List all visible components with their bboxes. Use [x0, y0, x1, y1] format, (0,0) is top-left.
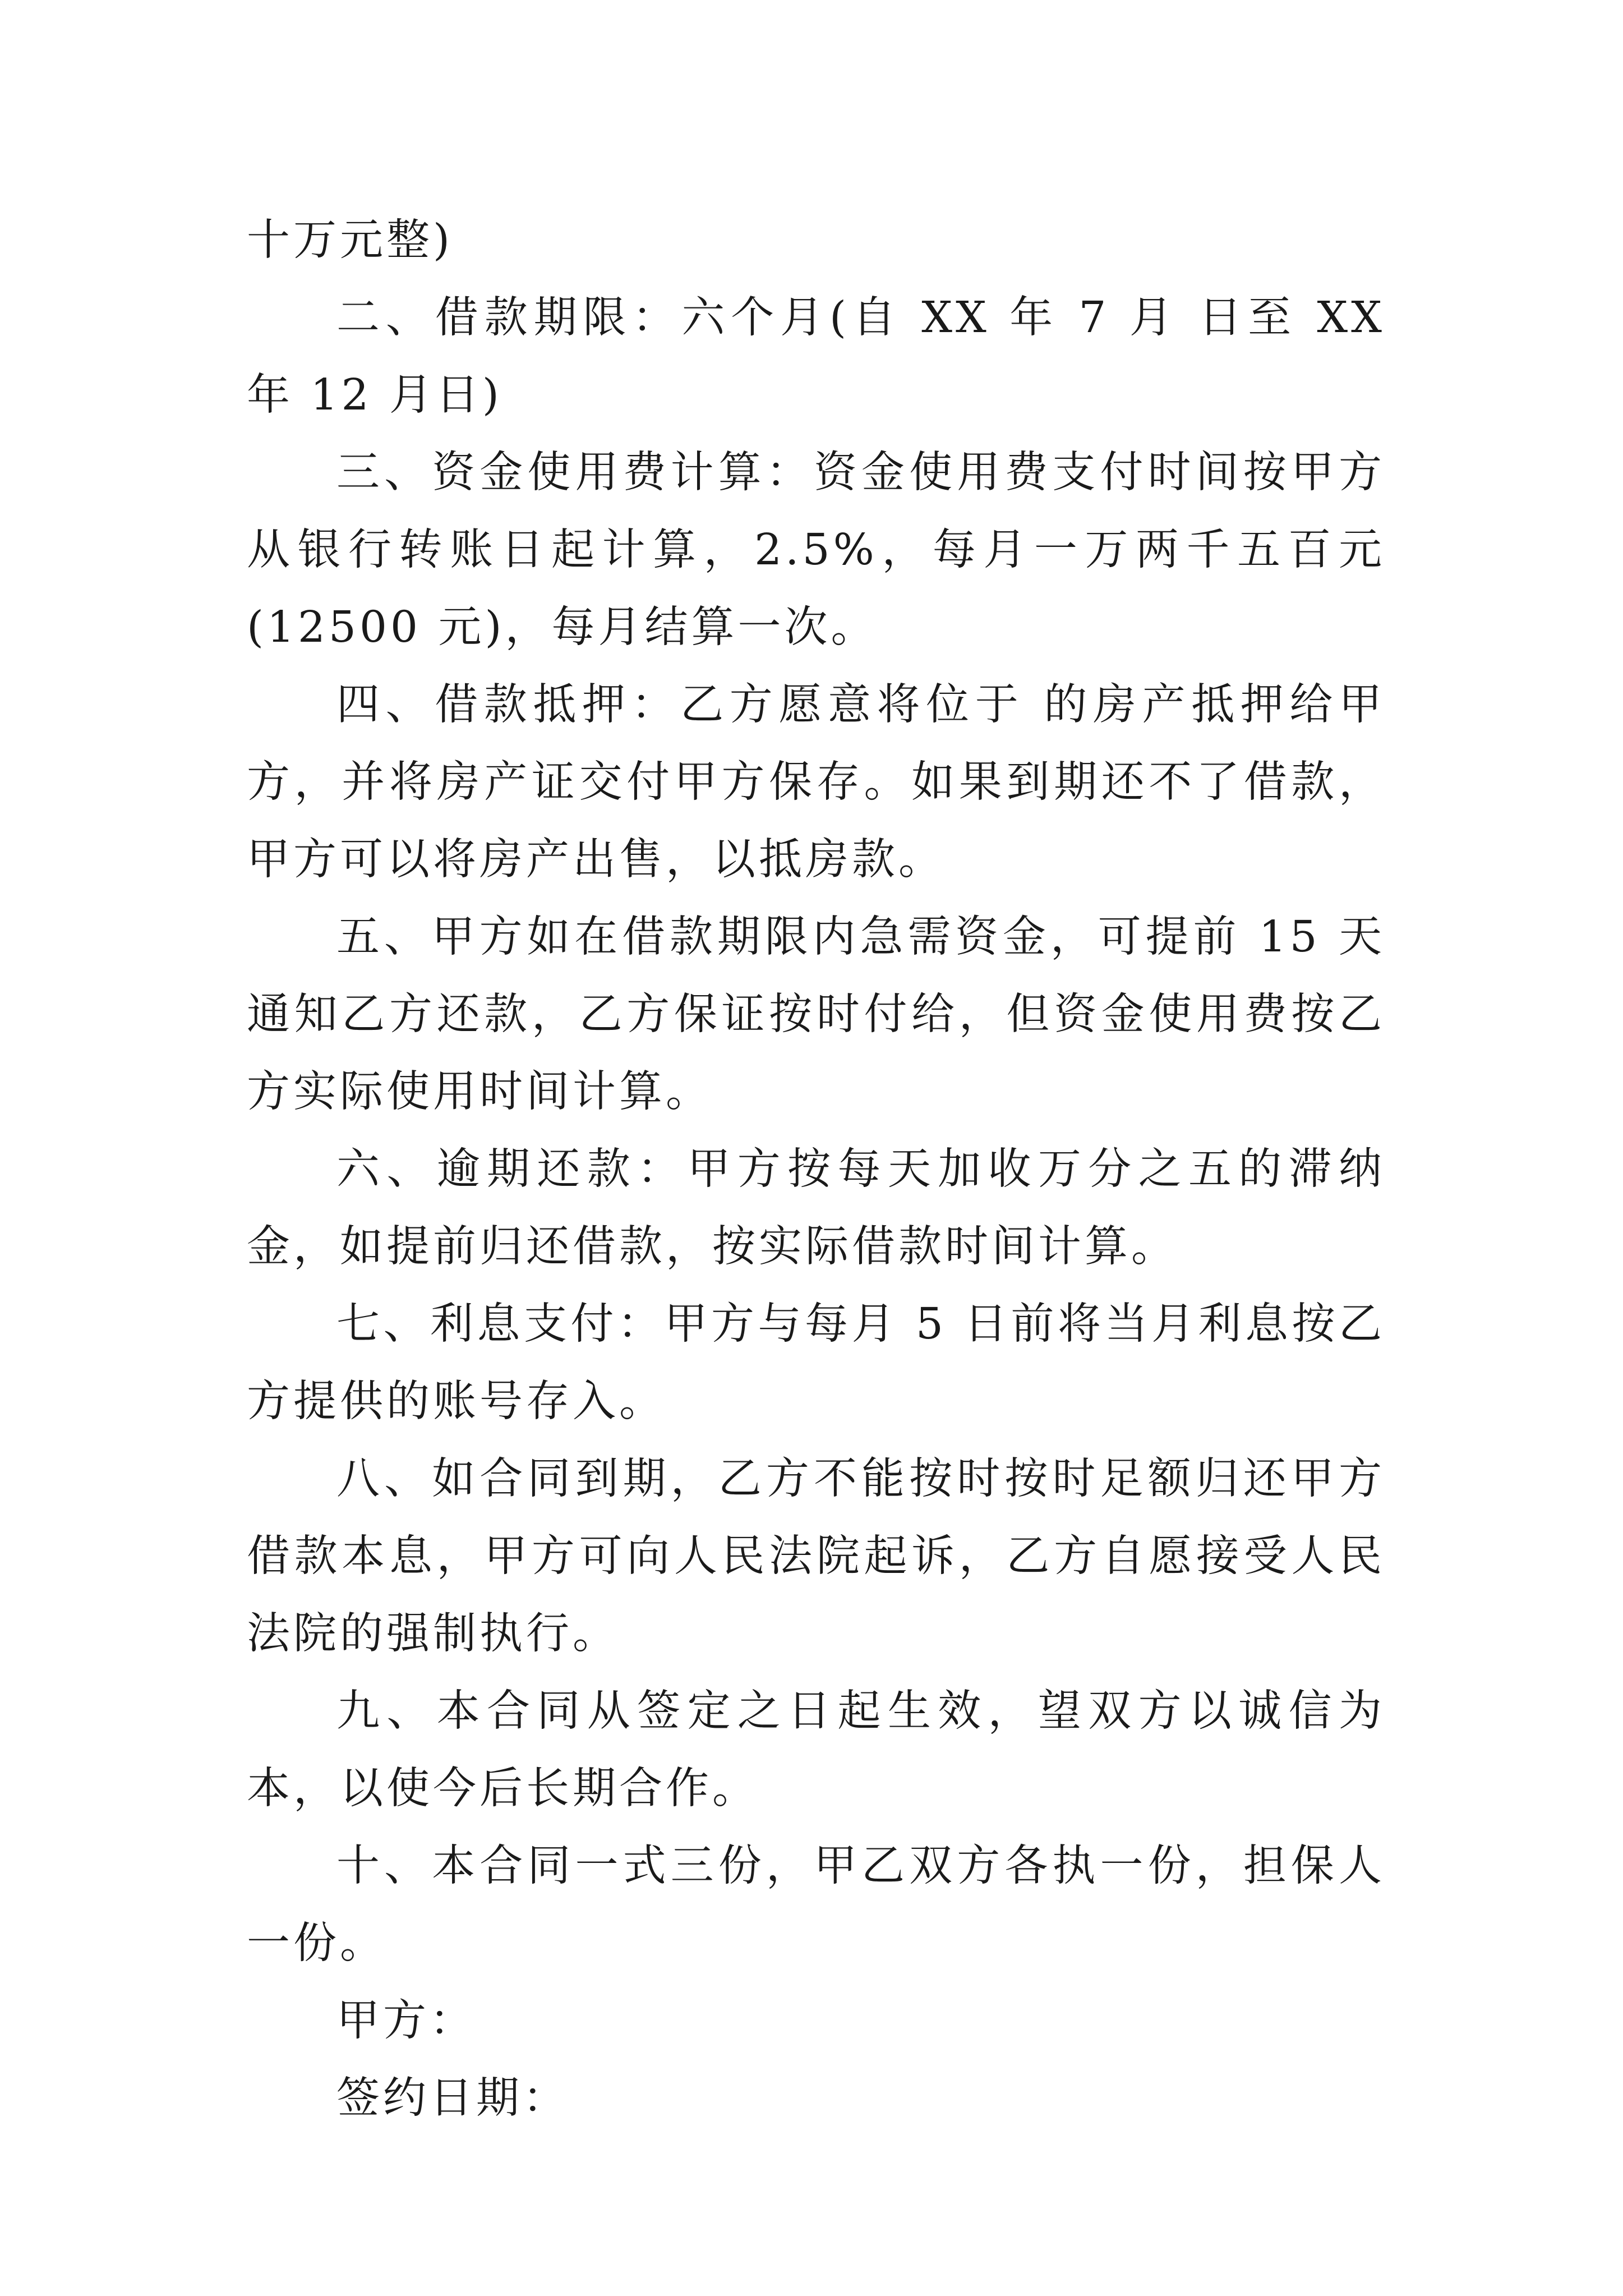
clause-effective: 九、本合同从签定之日起生效，望双方以诚信为本，以使今后长期合作。 [247, 1686, 1385, 1814]
signing-date: 签约日期： [336, 2073, 569, 2123]
clause-fee-calculation: 三、资金使用费计算：资金使用费支付时间按甲方从银行转账日起计算，2.5%，每月一万两千五百元(12500 元)，每月结算一次。 [247, 448, 1385, 652]
clause-mortgage: 四、借款抵押：乙方愿意将位于 的房产抵押给甲方，并将房产证交付甲方保存。如果到期还不了借款，甲方可以将房产出售，以抵房款。 [247, 680, 1385, 885]
clause-copies: 十、本合同一式三份，甲乙双方各执一份，担保人一份。 [247, 1841, 1385, 1968]
document-body [247, 202, 1385, 2137]
clause-loan-term: 二、借款期限：六个月(自 XX 年 7 月 日至 XX 年 12 月日) [247, 293, 1385, 420]
clause-overdue: 六、逾期还款：甲方按每天加收万分之五的滞纳金，如提前归还借款，按实际借款时间计算。 [247, 1144, 1385, 1272]
paragraph-amount-continuation: 十万元整) [247, 215, 454, 265]
signature-party-a: 甲方： [336, 1996, 476, 2046]
clause-early-repayment: 五、甲方如在借款期限内急需资金，可提前 15 天通知乙方还款，乙方保证按时付给，但资金使用费按乙方实际使用时间计算。 [247, 912, 1385, 1117]
clause-interest-payment: 七、利息支付：甲方与每月 5 日前将当月利息按乙方提供的账号存入。 [247, 1299, 1385, 1427]
clause-default: 八、如合同到期，乙方不能按时按时足额归还甲方借款本息，甲方可向人民法院起诉，乙方自愿接受人民法院的强制执行。 [247, 1454, 1385, 1659]
